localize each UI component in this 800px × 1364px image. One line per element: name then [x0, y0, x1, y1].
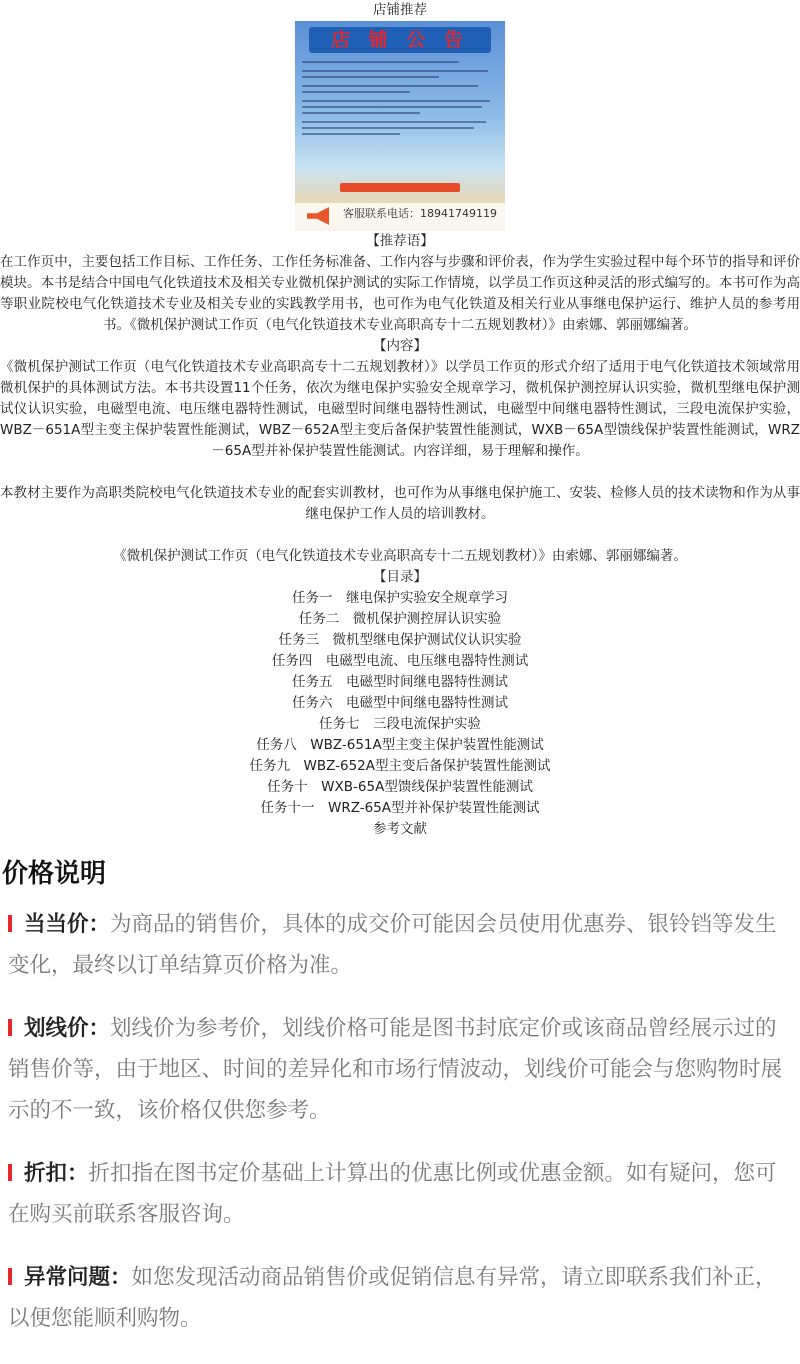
notice-warning-strip — [340, 183, 460, 192]
toc-item: 参考文献 — [373, 821, 427, 837]
price-item-discount — [0, 1153, 800, 1235]
notice-banner: 店 铺 公 告 — [309, 27, 491, 53]
toc-item: 任务十一 WRZ-65A型并补保护装置性能测试 — [260, 800, 540, 816]
toc-item: 任务四 电磁型电流、电压继电器特性测试 — [271, 653, 529, 669]
toc-item: 任务九 WBZ-652A型主变后备保护装置性能测试 — [249, 758, 551, 774]
recommend-heading: 【推荐语】 — [366, 233, 434, 249]
toc-item: 任务十 WXB-65A型馈线保护装置性能测试 — [267, 779, 533, 795]
toc-item: 任务一 继电保护实验安全规章学习 — [292, 590, 508, 606]
store-notice-image — [295, 21, 505, 231]
red-bar-icon — [8, 1268, 12, 1285]
price-explanation-section — [0, 850, 800, 1339]
price-item-desc: 为商品的销售价，具体的成交价可能因会员使用优惠券、银铃铛等发生变化，最终以订单结算页价格为准。 — [8, 912, 777, 978]
price-item-abnormal — [0, 1257, 800, 1339]
toc-list — [0, 588, 800, 840]
price-item-term: 划线价： — [24, 1016, 111, 1041]
price-item-dangdang — [0, 904, 800, 986]
content-paragraph-2: 本教材主要作为高职类院校电气化铁道技术专业的配套实训教材，也可作为从事继电保护施工、安装、检修人员的技术读物和作为从事继电保护工作人员的培训教材。 — [0, 485, 800, 522]
toc-item: 任务二 微机保护测控屏认识实验 — [298, 611, 502, 627]
content-heading: 【内容】 — [373, 338, 427, 354]
toc-item: 任务五 电磁型时间继电器特性测试 — [292, 674, 508, 690]
customer-service-phone: 客服联系电话：18941749119 — [343, 207, 497, 220]
content-paragraph-3: 《微机保护测试工作页（电气化铁道技术专业高职高专十二五规划教材）》由索娜、郭丽娜编著。 — [113, 548, 687, 564]
content-paragraph-1: 《微机保护测试工作页（电气化铁道技术专业高职高专十二五规划教材）》以学员工作页的形式介绍了适用于电气化铁道技术领域常用微机保护的具体测试方法。本书共设置11个任务，依次为继电保护实验安全规章学习，微机保护测控屏认识实验，微机型继电保护测试仪认识实验，电磁型电流、电压继电器特性测试，电磁型时间继电器特性测试，电磁型中间继电器特性测试，三段电流保护实验，WBZ－651A型主变主保护装置性能测试，WBZ－652A型主变后备保护装置性能测试，WXB－65A型馈线保护装置性能测试，WRZ－65A型并补保护装置性能测试。内容详细，易于理解和操作。 — [0, 359, 800, 459]
recommend-text: 在工作页中，主要包括工作目标、工作任务、工作任务标准备、工作内容与步骤和评价表，作为学生实验过程中每个环节的指导和评价模块。本书是结合中国电气化铁道技术及相关专业微机保护测试的实际工作情境，以学员工作页这种灵活的形式编写的。本书可作为高等职业院校电气化铁道技术专业及相关专业的实践教学用书，也可作为电气化铁道及相关行业从事继电保护运行、维护人员的参考用书。《微机保护测试工作页（电气化铁道技术专业高职高专十二五规划教材）》由索娜、郭丽娜编著。 — [0, 254, 800, 333]
store-recommend-heading: 店铺推荐 — [373, 2, 427, 18]
price-item-term: 当当价： — [24, 912, 111, 937]
toc-item: 任务八 WBZ-651A型主变主保护装置性能测试 — [256, 737, 544, 753]
red-bar-icon — [8, 1019, 12, 1036]
notice-text-lines — [302, 61, 498, 139]
toc-heading: 【目录】 — [373, 569, 427, 585]
price-item-desc: 划线价为参考价，划线价格可能是图书封底定价或该商品曾经展示过的销售价等，由于地区、时间的差异化和市场行情波动，划线价可能会与您购物时展示的不一致，该价格仅供您参考。 — [8, 1016, 783, 1123]
toc-item: 任务七 三段电流保护实验 — [319, 716, 481, 732]
price-item-desc: 折扣指在图书定价基础上计算出的优惠比例或优惠金额。如有疑问，您可在购买前联系客服咨询。 — [8, 1161, 777, 1227]
price-item-strikethrough — [0, 1008, 800, 1131]
price-explanation-heading: 价格说明 — [2, 859, 107, 889]
red-bar-icon — [8, 915, 12, 932]
red-bar-icon — [8, 1164, 12, 1181]
price-item-term: 折扣： — [24, 1161, 89, 1186]
toc-item: 任务六 电磁型中间继电器特性测试 — [292, 695, 508, 711]
price-item-term: 异常问题： — [24, 1265, 132, 1290]
toc-item: 任务三 微机型继电保护测试仪认识实验 — [278, 632, 522, 648]
price-item-desc: 如您发现活动商品销售价或促销信息有异常，请立即联系我们补正，以便您能顺利购物。 — [8, 1265, 777, 1331]
